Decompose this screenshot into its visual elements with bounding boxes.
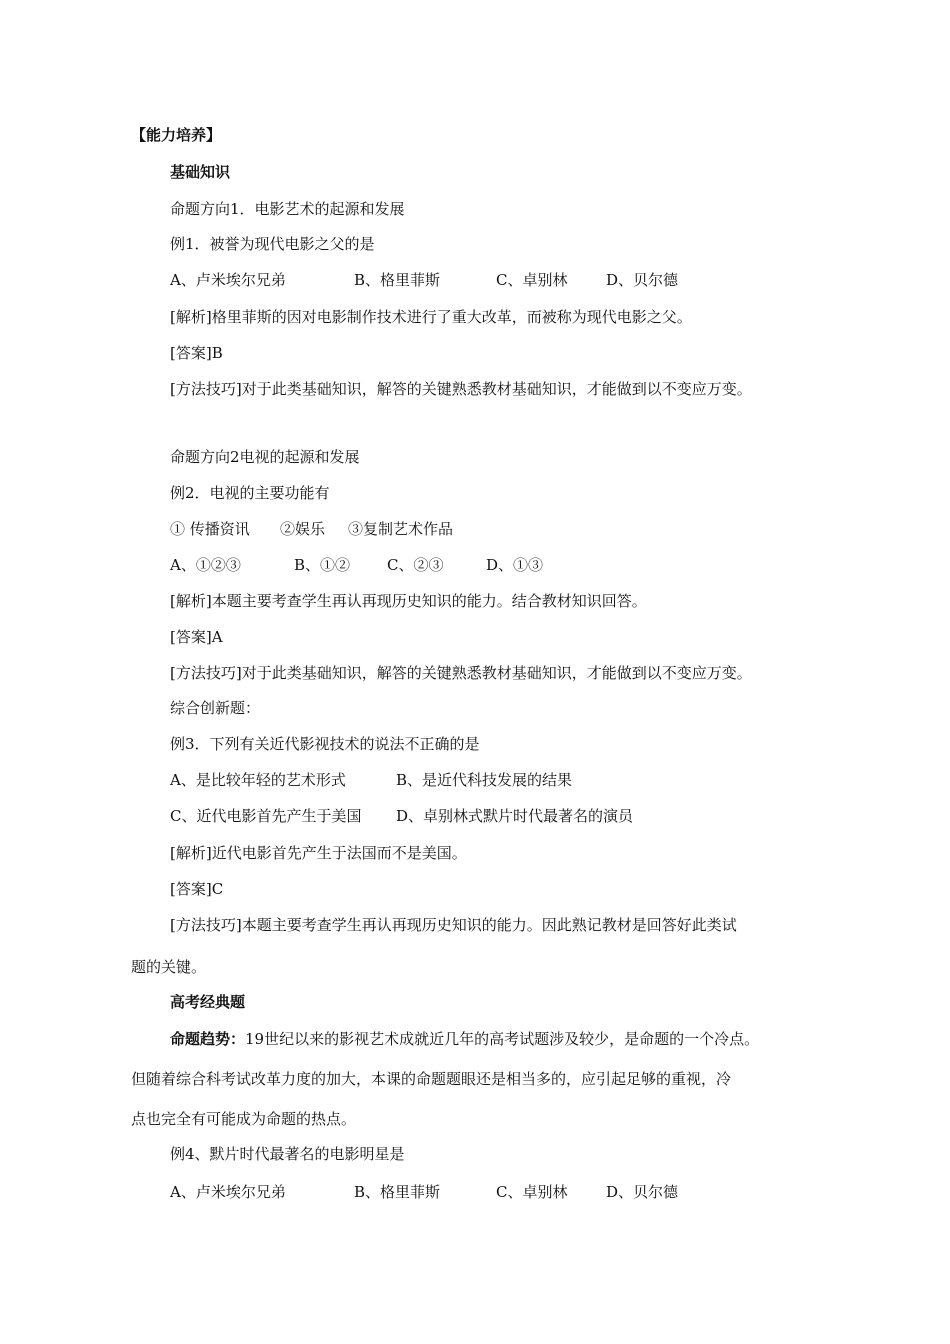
ex3-method-line2: 题的关键。: [131, 958, 207, 976]
ex2-method: [方法技巧]对于此类基础知识，解答的关键熟悉教材基础知识，才能做到以不变应万变。: [170, 664, 752, 682]
item-3: ③复制艺术作品: [348, 520, 454, 538]
option-d: D、卓别林式默片时代最著名的演员: [396, 807, 634, 825]
section-title: 【能力培养】: [131, 126, 222, 144]
option-b: B、格里菲斯: [354, 1183, 441, 1201]
gaokao-heading: 高考经典题: [170, 993, 246, 1011]
ex3-question: 例3．下列有关近代影视技术的说法不正确的是: [170, 735, 480, 753]
ex2-analysis: [解析]本题主要考查学生再认再现历史知识的能力。结合教材知识回答。: [170, 592, 647, 610]
ex2-question: 例2．电视的主要功能有: [170, 484, 330, 502]
option-d: D、①③: [486, 556, 544, 574]
ex3-options-row2: [170, 806, 633, 826]
trend-line3: 点也完全有可能成为命题的热点。: [131, 1110, 357, 1128]
ex1-question: 例1．被誉为现代电影之父的是: [170, 235, 375, 253]
option-b: B、①②: [294, 556, 351, 574]
topic-2: 命题方向2电视的起源和发展: [170, 448, 360, 466]
comprehensive-heading: 综合创新题：: [170, 699, 261, 717]
option-a: A、卢米埃尔兄弟: [170, 1183, 286, 1201]
option-c: C、卓别林: [496, 1183, 568, 1201]
option-b: B、是近代科技发展的结果: [396, 771, 573, 789]
option-a: A、是比较年轻的艺术形式: [170, 771, 346, 789]
topic-1: 命题方向1．电影艺术的起源和发展: [170, 200, 405, 218]
option-c: C、近代电影首先产生于美国: [170, 807, 362, 825]
ex3-analysis: [解析]近代电影首先产生于法国而不是美国。: [170, 844, 467, 862]
ex1-method: [方法技巧]对于此类基础知识，解答的关键熟悉教材基础知识，才能做到以不变应万变。: [170, 380, 752, 398]
ex2-options: [170, 555, 543, 575]
ex4-options: [170, 1182, 678, 1202]
option-c: C、②③: [387, 556, 444, 574]
ex3-answer: [答案]C: [170, 880, 224, 898]
ex1-options: [170, 270, 678, 290]
option-a: A、卢米埃尔兄弟: [170, 271, 286, 289]
ex4-question: 例4、默片时代最著名的电影明星是: [170, 1145, 405, 1163]
trend-text: 19世纪以来的影视艺术成就近几年的高考试题涉及较少，是命题的一个冷点。: [245, 1030, 760, 1048]
item-1: ① 传播资讯: [170, 520, 250, 538]
option-d: D、贝尔德: [606, 271, 679, 289]
ex1-answer: [答案]B: [170, 344, 223, 362]
ex3-method-line1: [方法技巧]本题主要考查学生再认再现历史知识的能力。因此熟记教材是回答好此类试: [170, 916, 737, 934]
ex3-options-row1: [170, 770, 572, 790]
ex2-answer: [答案]A: [170, 628, 223, 646]
option-d: D、贝尔德: [606, 1183, 679, 1201]
basic-heading: 基础知识: [170, 163, 231, 181]
trend-line2: 但随着综合科考试改革力度的加大，本课的命题题眼还是相当多的，应引起足够的重视，冷: [131, 1070, 732, 1088]
trend-label: 命题趋势：: [170, 1030, 246, 1048]
trend-line1: [170, 1029, 759, 1049]
ex1-analysis: [解析]格里菲斯的因对电影制作技术进行了重大改革，而被称为现代电影之父。: [170, 308, 692, 326]
option-a: A、①②③: [170, 556, 241, 574]
ex2-items: [170, 519, 453, 539]
item-2: ②娱乐: [280, 520, 326, 538]
option-b: B、格里菲斯: [354, 271, 441, 289]
option-c: C、卓别林: [496, 271, 568, 289]
